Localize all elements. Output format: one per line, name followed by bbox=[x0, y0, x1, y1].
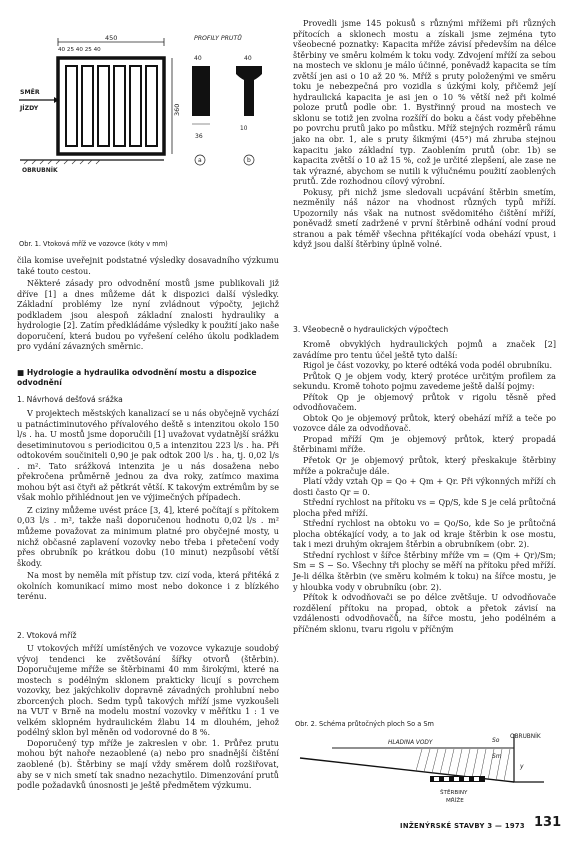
figure-2-caption: Obr. 2. Schéma průtočných ploch So a Sm bbox=[295, 720, 434, 728]
paragraph: Některé zásady pro odvodnění mostů jsme publikovali již dříve [1] a dnes můžeme dát k dispozici další výsledky. Základní problémy lze nyní zvládnout výpočty, jejichž podkladem jsou alespoň základní znalosti hydrauliky a hydrologie [2]. Zatím předkládáme výsledky k použití jako naše doporučení, která budou po vyřešení celého úkolu podkladem pro vydání závazných směrnic. bbox=[17, 278, 279, 352]
paragraph: Střední rychlost v šířce štěrbiny mříže vm = (Qm + Qr)/Sm; Sm = S − So. Všechny tři plochy se měří na přítoku před mříží. Je-li délka štěrbin (ve směru kolmém k toku) na šířce mostu, je y hloubka vody v obrubníku (obr. 2). bbox=[293, 549, 556, 592]
figure-1-caption: Obr. 1. Vtoková mříž ve vozovce (kóty v mm) bbox=[19, 240, 168, 248]
direction-label: SMĚR bbox=[20, 89, 40, 96]
paragraph: Provedli jsme 145 pokusů s různými mřížemi při různých přítocích a sklonech mostu a získali jsme zejména tyto všeobecné poznatky: Kapacita mříže závisí především na délce štěrbiny ve směru kolmém k toku vody. Zdvojení mříží za sebou na mostech ve sklonu je málo účinné, poněvadž kapacita se tím zvětší jen asi o 10 až 20 %. Mříž s pruty položenými ve směru toku je nebezpečná pro vozidla s úzkými koly, přičemž její hydraulická kapacita je asi jen o 10 % větší než při kolmé poloze prutů podle obr. 1. Bystřinný proud na mostech ve sklonu se totiž jen zvolna rozšíří do boku a část vody přeběhne po povrchu prutů jako po můstku. Mříž stejných rozměrů rámu jako na obr. 1, ale s pruty šikmými (45°) má zhruba stejnou kapacitu jako základní typ. Zaoblením prutů (obr. 1b) se kapacita zvětší o 10 až 15 %, což je určité zlepšení, ale zase ne tak výrazné, abychom se nutili k výlučnému použití zaoblených prutů. Zde rozhodnou cílový výrobní. bbox=[293, 18, 556, 187]
figure-2 bbox=[292, 728, 558, 814]
dim-small: 40 25 40 25 40 bbox=[58, 47, 101, 53]
paragraph: Propad mříží Qm je objemový průtok, který propadá štěrbinami mříže. bbox=[293, 433, 556, 455]
right-column-section-3 bbox=[293, 339, 556, 634]
profile-b bbox=[236, 66, 262, 116]
grate-slots bbox=[66, 66, 157, 146]
left-column-section-1 bbox=[17, 408, 279, 602]
paragraph: Pokusy, při nichž jsme sledovali ucpávání štěrbin smetím, nezměnily náš názor na vhodnost různých typů mříží. Upozornily nás však na nutnost svědomitého čištění mříží, poněvadž smetí zadržené v první štěrbině odhání vodní proud stranou a pak téměř všechna přitékající voda obehází vpust, i když jsou další štěrbiny úplně volné. bbox=[293, 186, 556, 250]
paragraph: Kromě obvyklých hydraulických pojmů a značek [2] zavádíme pro tentu účel ještě tyto další: bbox=[293, 339, 556, 360]
paragraph: Průtok Q je objem vody, který protéce určitým profilem za sekundu. Kromě tohoto pojmu zavedeme ještě další pojmy: bbox=[293, 370, 556, 392]
slots-label: ŠTĚRBINY bbox=[440, 790, 468, 796]
direction-label-2: JÍZDY bbox=[20, 105, 39, 112]
paragraph: Střední rychlost na přítoku vs = Qp/S, kde S je celá průtočná plocha před mříží. bbox=[293, 497, 556, 518]
paragraph: Doporučený typ mříže je zakreslen v obr. 1. Průřez prutu mohou být nahoře nezaoblené (a) nebo pro snadnější čištění zaoblené (b). Štěrbiny se mají vždy směrem dolů rozšiřovat, aby se v nich smetí tak snadno nezachytilo. Dimenzování prutů podle požadavků únosnosti je ještě předmětem výzkumu. bbox=[17, 737, 279, 791]
dim-450: 450 bbox=[105, 34, 118, 42]
water-level-label: HLADINA VODY bbox=[388, 740, 433, 746]
paragraph: Přetok Qr je objemový průtok, který přeskakuje štěrbiny mříže a pokračuje dále. bbox=[293, 455, 556, 476]
subsection-heading-3: 3. Všeobecně o hydraulických výpočtech bbox=[293, 325, 449, 334]
subsection-heading-2: 2. Vtoková mříž bbox=[17, 631, 77, 640]
paragraph: Na most by neměla mít přístup tzv. cizí voda, která přitéká z okolních komunikací mimo most nebo dokonce i z blízkého terénu. bbox=[17, 570, 279, 602]
fig2-curb-label: OBRUBNÍK bbox=[510, 734, 541, 740]
figure-1 bbox=[14, 30, 279, 240]
section-bullet-icon: ■ bbox=[17, 368, 27, 377]
grate-label: MŘÍŽE bbox=[446, 798, 464, 804]
y-label: y bbox=[520, 763, 524, 770]
grate-frame bbox=[58, 58, 164, 154]
dim-360: 360 bbox=[173, 103, 181, 116]
left-column-section-2 bbox=[17, 643, 279, 791]
paragraph: Střední rychlost na obtoku vo = Qo/So, kde So je průtočná plocha obtékající vody, a to jak od kraje štěrbin k ose mostu, tak i mezi druhým okrajem štěrbin a obrubníkem (obr. 2). bbox=[293, 518, 556, 550]
paragraph: U vtokových mříží umístěných ve vozovce vykazuje soudobý vývoj tendenci ke zvětšování šířky otvorů (štěrbin). Doporučujeme mříže se štěrbinami 40 mm širokými, které na mostech s podélným sklonem prakticky licují s povrchem vozovky, bez jakýchkoliv dopravně závadných prohlubní nebo zborcených ploch. Sedm typů takových mříží jsme vyzkoušeli na VUT v Brně na modelu mostní vozovky v měřítku 1 : 1 ve velkém sklopném hydraulickém žlabu 14 m dlouhém, jehož podélný sklon byl měněn od vodorovné do 8 %. bbox=[17, 643, 279, 738]
svg-text:40: 40 bbox=[244, 55, 252, 62]
svg-text:40: 40 bbox=[194, 55, 202, 62]
profile-a bbox=[192, 66, 210, 116]
svg-text:36: 36 bbox=[195, 133, 203, 140]
profiles-title: PROFILY PRUTŮ bbox=[194, 35, 242, 42]
paragraph: Platí vždy vztah Qp = Qo + Qm + Qr. Při výkonných mříží ch dosti často Qr = 0. bbox=[293, 476, 556, 497]
footer bbox=[400, 822, 525, 830]
paragraph: Obtok Qo je objemový průtok, který obehází mříž a teče po vozovce dále za odvodňovač. bbox=[293, 412, 556, 434]
paragraph: Přítok k odvodňovači se po délce zvětšuje. U odvodňovače rozdělení přítoku na propad, obtok a přetok závisí na vzdálenosti odvodňovačů, na šířce mostu, jeho podélném a příčném sklonu, tvaru rigolu v příčným bbox=[293, 592, 556, 634]
sm-label: Sm bbox=[492, 753, 502, 760]
paragraph: Z ciziny můžeme uvést práce [3, 4], které počítají s přítokem 0,03 l/s . m², takže naši doporučenou hodnotu 0,02 l/s . m² můžeme považovat za minimum platné pro obyčejné mosty, u nichž občasné zaplavení vozovky nebo třeba i přetečení vody přes obrubník po krátkou dobu (10 minut) nezpůsobí větší škody. bbox=[17, 504, 279, 568]
profile-b-label: b bbox=[247, 157, 251, 164]
paragraph: V projektech městských kanalizací se u nás obyčejně vychází u patnáctiminutového přívalového deště s intenzitou okolo 150 l/s . ha. U mostů jsme doporučili [1] uvažovat vydatnější srážku desetiminutovou s periodicitou 0,5 a intenzitou 223 l/s . ha. Při odtokovém součiniteli 0,90 je pak odtok 200 l/s . ha, tj. 0,02 l/s . m². Tato srážková intenzita je u nás dosažena nebo překročena průměrně jednou za dva roky, zatímco maxima mohou být asi čtyři až pětkrát větší. K takovým extrémům by se však mohlo přihlédnout jen ve výjimečných případech. bbox=[17, 408, 279, 503]
profile-a-label: a bbox=[198, 157, 202, 164]
paragraph: Přítok Qp je objemový průtok v rigolu těsně před odvodňovačem. bbox=[293, 391, 556, 413]
left-column-top bbox=[17, 255, 279, 352]
so-label: So bbox=[492, 737, 500, 744]
page-number: 131 bbox=[534, 815, 562, 830]
curb-label: OBRUBNÍK bbox=[22, 167, 58, 174]
right-column-top bbox=[293, 18, 556, 250]
paragraph: Rigol je část vozovky, po které odtéká voda podél obrubníku. bbox=[303, 360, 553, 371]
subsection-heading-1: 1. Návrhová dešťová srážka bbox=[17, 395, 123, 404]
journal-name: INŽENÝRSKÉ STAVBY 3 — 1973 bbox=[400, 822, 525, 830]
section-heading: ■ Hydrologie a hydraulika odvodnění mostu a dispozice odvodnění bbox=[17, 368, 257, 387]
paragraph: čila komise uveřejnit podstatné výsledky dosavadního výzkumu také touto cestou. bbox=[17, 255, 279, 276]
svg-text:10: 10 bbox=[240, 126, 248, 132]
